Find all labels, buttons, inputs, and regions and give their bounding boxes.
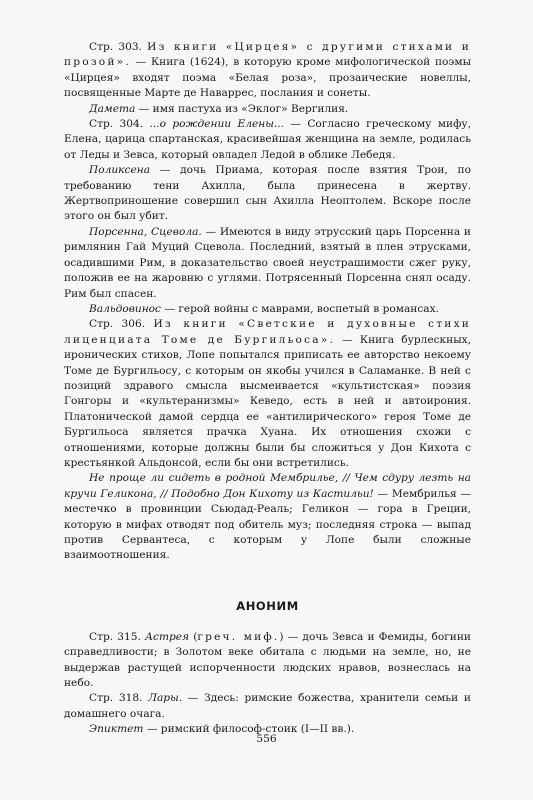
note-text: — Здесь: римские божества, хранители семьи и домашнего очага. (64, 692, 471, 720)
note-term: Астрея (144, 630, 190, 643)
note-label: Стр. 304. ... (89, 118, 160, 131)
note-label: Стр. 318. (89, 692, 149, 705)
note-term: Вальдовинос (89, 302, 161, 315)
section-title: АНОНИМ (236, 598, 299, 613)
note-paragraph (64, 225, 471, 302)
spaced-title: Из книги «Светские и духовные стихи лиценциата Томе де Бургильоса». (64, 318, 471, 346)
note-label: Стр. 306. (89, 318, 146, 331)
page-number: 556 (256, 733, 277, 745)
note-paragraph (64, 102, 471, 117)
note-term: Поликсена (89, 164, 151, 177)
section-spacer (64, 564, 471, 598)
note-text: — дочь Приама, которая после взятия Трои, по требованию тени Ахилла, была принесена в жертву. Жертвоприношение совершил сын Ахилла Неоптолем. Вскоре после этого он был убит. (64, 164, 471, 223)
note-paragraph (64, 317, 471, 471)
note-paragraph (64, 117, 471, 163)
note-term: Лары. (148, 692, 183, 705)
note-text: — Мембрилья — местечко в провинции Сьюдад-Реаль; Геликон — гора в Греции, которую в мифах отводят под обитель муз; последняя строка — выпад против Сервантеса, с которым у Лопе были сложные взаимоотношения. (64, 487, 471, 562)
note-text: — Имеются в виду этрусский царь Порсенна и римлянин Гай Муций Сцевола. Последний, взятый в плен этрусками, осадившими Рим, в доказательство своей неустрашимости сжег руку, положив ее на жаровню с углями. Потрясенный Порсенна снял осаду. Рим был спасен. (64, 225, 471, 300)
note-paragraph (64, 40, 471, 102)
note-paragraph (64, 691, 471, 722)
note-text: — Книга (1624), в которую кроме мифологической поэмы «Цирцея» входят поэма «Белая роза», прозаические новеллы, посвященные Марте де Наваррес, послания и сонеты. (64, 56, 471, 100)
spaced-title: Из книги «Цирцея» с другими стихами и прозой». (64, 41, 471, 69)
note-term: Дамета (89, 102, 136, 115)
note-text: — имя пастуха из «Эклог» Вергилия. (135, 102, 349, 115)
note-text: ( (189, 630, 198, 643)
note-paragraph (64, 302, 471, 317)
note-text: — римский философ-стоик (I—II вв.). (143, 723, 355, 736)
note-label: Стр. 315. (89, 630, 145, 643)
note-term: Порсенна, Сцевола. (89, 225, 202, 238)
section-spacer (64, 614, 471, 630)
note-term: Эпиктет (89, 723, 144, 736)
note-quote: Не проще ли сидеть в родной Мембрилье, // Чем сдуру лезть на кручи Геликона, // Подобно Дон Кихоту из Кастильи! (64, 472, 471, 500)
note-paragraph (64, 163, 471, 225)
note-text: — герой войны с маврами, воспетый в романсах. (160, 302, 439, 315)
note-paragraph (64, 471, 471, 563)
note-text: ) — дочь Зевса и Фемиды, богини справедливости; в Золотом веке обитала с людьми на земле, но, не выдержав растущей испорченности людских нравов, вознеслась на небо. (64, 630, 471, 690)
note-quote: о рождении Елены... (159, 118, 284, 131)
spaced-abbrev: греч. миф. (197, 630, 280, 643)
note-text: — Согласно греческому мифу, Елена, царица спартанская, красивейшая женщина на земле, родилась от Леды и Зевса, который овладел Ледой в облике Лебедя. (64, 118, 471, 161)
note-label: Стр. 303. (89, 41, 142, 53)
note-paragraph (64, 630, 471, 692)
note-text: — Книга бурлескных, иронических стихов, Лопе попытался приписать ее авторство некоему Томе де Бургильосу, с которым он якобы учился в Саламанке. В ней с позиций здравого смысла высмеивается «культистская» поэзия Гонгоры и «культеранизмы» Кеведо, есть в ней и автоирония. Платонической дамой сердца ее «антилирического» героя Томе де Бургильоса является прачка Хуана. Их отношения схожи с отношениями, которые должны были бы сложиться у Дон Кихота с крестьянкой Альдонсой, если бы они встретились. (64, 333, 471, 469)
